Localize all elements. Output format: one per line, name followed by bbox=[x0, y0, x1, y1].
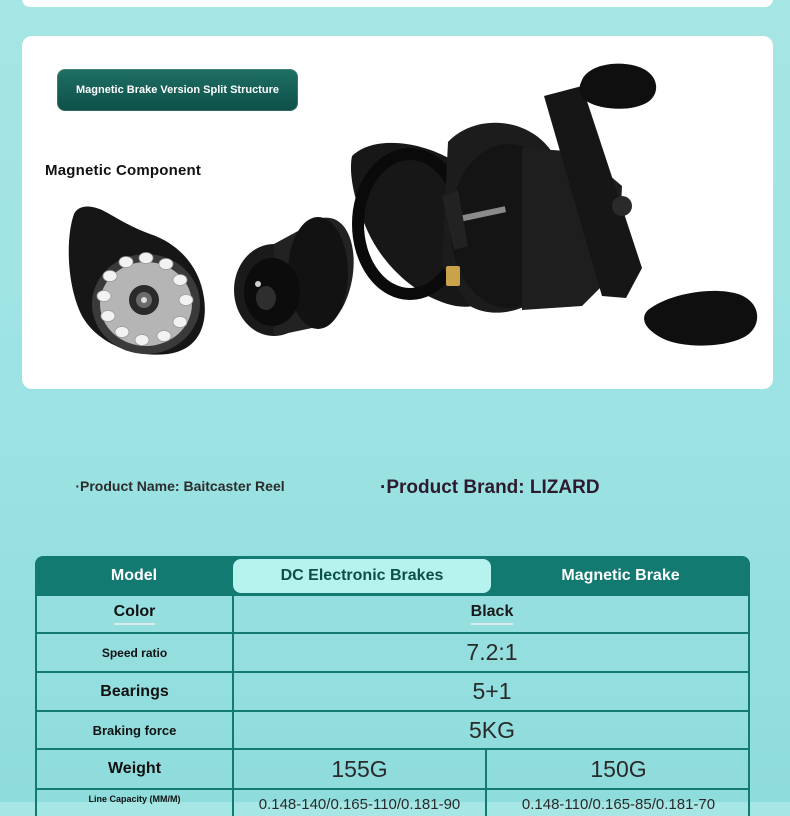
speed-ratio-value: 7.2:1 bbox=[466, 639, 518, 665]
table-row bbox=[35, 596, 750, 634]
split-structure-badge-text: Magnetic Brake Version Split Structure bbox=[76, 84, 279, 96]
table-row bbox=[35, 790, 750, 816]
bearings-label: Bearings bbox=[37, 673, 234, 710]
header-magnetic-brake[interactable]: Magnetic Brake bbox=[561, 567, 680, 584]
spool-image bbox=[234, 217, 354, 336]
magnetic-component-label: Magnetic Component bbox=[45, 162, 202, 179]
line-capacity-label: Line Capacity (MM/M) bbox=[37, 790, 234, 816]
table-row bbox=[35, 712, 750, 750]
product-name: ·Product Name: Baitcaster Reel bbox=[75, 478, 285, 494]
spec-table bbox=[35, 556, 750, 816]
line-capacity-mb-value: 0.148-110/0.165-85/0.181-70 bbox=[521, 796, 716, 813]
table-row bbox=[35, 750, 750, 790]
product-brand: ·Product Brand: LIZARD bbox=[380, 477, 600, 498]
weight-dc-value: 155G bbox=[234, 750, 487, 788]
split-structure-badge bbox=[57, 69, 298, 111]
braking-force-label: Braking force bbox=[37, 712, 234, 748]
color-label: Color bbox=[114, 603, 156, 625]
spec-table-header bbox=[35, 556, 750, 596]
braking-force-value: 5KG bbox=[468, 716, 516, 743]
bearings-value: 5+1 bbox=[472, 678, 512, 704]
product-feature-card bbox=[22, 36, 773, 389]
table-row bbox=[35, 673, 750, 712]
magnetic-component-image bbox=[69, 207, 205, 355]
weight-label: Weight bbox=[37, 750, 234, 788]
row-label-color bbox=[37, 596, 234, 632]
reel-body-image bbox=[351, 64, 757, 346]
header-dc-electronic-brakes[interactable]: DC Electronic Brakes bbox=[233, 559, 491, 593]
speed-ratio-label: Speed ratio bbox=[37, 634, 234, 671]
row-value-color bbox=[234, 596, 750, 632]
weight-mb-value: 150G bbox=[590, 755, 647, 782]
line-capacity-dc-value: 0.148-140/0.165-110/0.181-90 bbox=[234, 790, 487, 816]
header-model: Model bbox=[110, 567, 158, 584]
table-row bbox=[35, 634, 750, 673]
color-value: Black bbox=[471, 603, 514, 625]
previous-card-edge bbox=[22, 0, 773, 7]
